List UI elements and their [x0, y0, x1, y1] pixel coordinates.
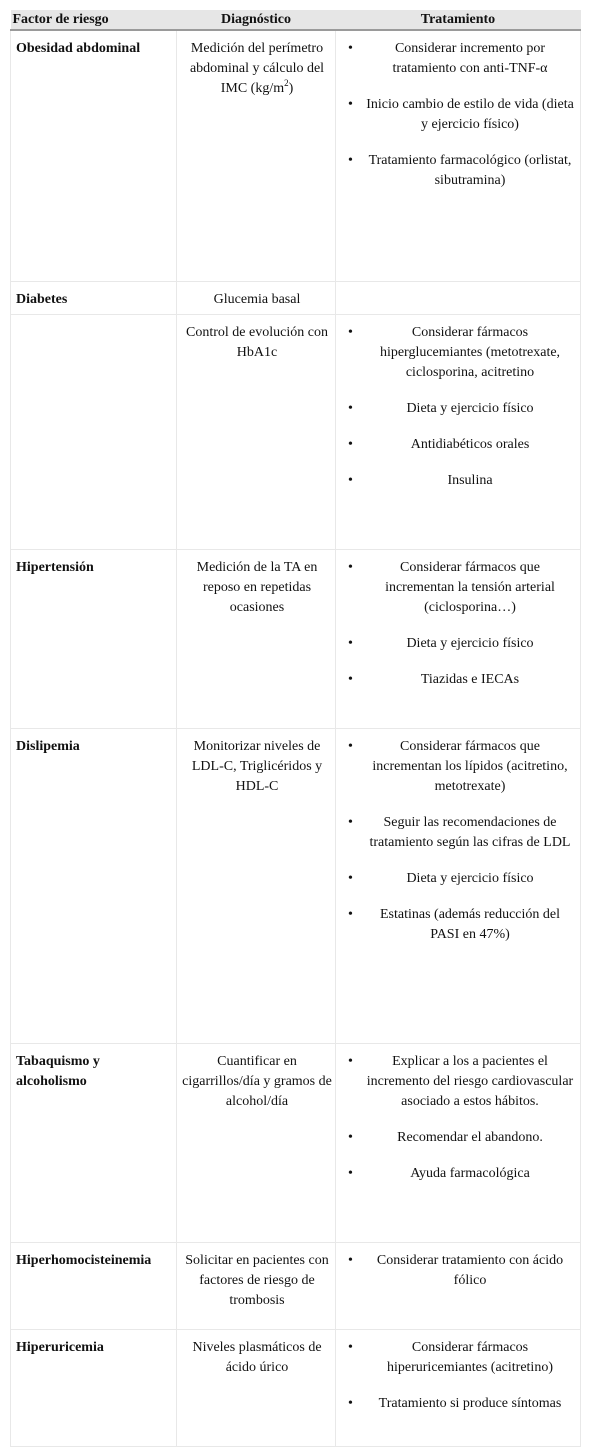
treatment-text: Recomendar el abandono.: [397, 1129, 543, 1145]
bullet-icon: •: [348, 97, 353, 112]
treatment-item: [344, 1128, 574, 1148]
treatment-text: Considerar fármacos que incrementan los lípidos (acitretino, metotrexate): [372, 738, 568, 794]
bullet-icon: •: [348, 1339, 353, 1355]
treatment-cell: [336, 281, 581, 314]
risk-factor-cell: Dislipemia: [11, 728, 177, 1043]
risk-factor-cell: Hiperhomocisteinemia: [11, 1242, 177, 1329]
header-tratamiento: Tratamiento: [336, 10, 581, 30]
bullet-icon: •: [348, 559, 353, 575]
table-row: [11, 314, 581, 549]
treatment-text: Tratamiento farmacológico (orlistat, sibutramina): [368, 153, 572, 188]
treatment-text: Seguir las recomendaciones de tratamiento según las cifras de LDL: [369, 814, 571, 850]
treatment-item: [344, 1338, 574, 1378]
risk-factor-cell: Hiperuricemia: [11, 1329, 177, 1446]
treatment-text: Inicio cambio de estilo de vida (dieta y ejercicio físico): [366, 97, 574, 132]
diagnosis-cell: Cuantificar en cigarrillos/día y gramos de alcohol/día: [177, 1043, 336, 1242]
header-factor: Factor de riesgo: [11, 10, 177, 30]
treatment-cell: [336, 728, 581, 1043]
diagnosis-cell: Glucemia basal: [177, 281, 336, 314]
table-row: [11, 1242, 581, 1329]
bullet-icon: •: [348, 153, 353, 168]
treatment-text: Tratamiento si produce síntomas: [378, 1395, 562, 1411]
treatment-item: [344, 869, 574, 889]
treatment-list: [344, 1338, 574, 1414]
treatment-item: [344, 1251, 574, 1291]
bullet-icon: •: [348, 906, 353, 922]
treatment-item: [344, 323, 574, 383]
bullet-icon: •: [348, 436, 353, 452]
treatment-item: [344, 813, 574, 853]
bullet-icon: •: [348, 400, 353, 416]
diagnosis-text: Medición del perímetro abdominal y cálculo del IMC (kg/m: [189, 41, 325, 96]
diagnosis-cell: Niveles plasmáticos de ácido úrico: [177, 1329, 336, 1446]
treatment-text: Ayuda farmacológica: [410, 1165, 530, 1181]
table-row: [11, 549, 581, 728]
table-row: [11, 1043, 581, 1242]
treatment-text: Considerar fármacos hiperuricemiantes (acitretino): [387, 1339, 553, 1375]
header-diagnostico: Diagnóstico: [177, 10, 336, 30]
risk-factor-cell: Diabetes: [11, 281, 177, 314]
table-row: [11, 1329, 581, 1446]
treatment-cell: [336, 549, 581, 728]
diagnosis-cell: Medición de la TA en reposo en repetidas ocasiones: [177, 549, 336, 728]
diagnosis-text-tail: ): [288, 81, 294, 96]
treatment-item: [344, 737, 574, 797]
bullet-icon: •: [348, 635, 353, 651]
bullet-icon: •: [348, 738, 353, 754]
treatment-item: [344, 39, 574, 79]
treatment-list: [344, 1251, 574, 1291]
diagnosis-superscript: 2: [284, 78, 289, 88]
bullet-icon: •: [348, 472, 353, 488]
treatment-text: Estatinas (además reducción del PASI en 47%): [380, 906, 560, 942]
treatment-text: Insulina: [447, 472, 493, 488]
treatment-text: Considerar fármacos hiperglucemiantes (metotrexate, ciclosporina, acitretino: [379, 324, 561, 380]
treatment-item: [344, 151, 574, 191]
bullet-icon: •: [348, 1395, 353, 1411]
treatment-cell: [336, 1329, 581, 1446]
treatment-text: Considerar incremento por tratamiento con anti-TNF-α: [392, 41, 548, 76]
treatment-cell: [336, 1043, 581, 1242]
diagnosis-cell: Monitorizar niveles de LDL-C, Triglicéridos y HDL-C: [177, 728, 336, 1043]
treatment-item: [344, 471, 574, 491]
risk-factor-cell: Hipertensión: [11, 549, 177, 728]
treatment-item: [344, 634, 574, 654]
risk-factor-table: [10, 10, 581, 1447]
bullet-icon: •: [348, 814, 353, 830]
bullet-icon: •: [348, 671, 353, 687]
bullet-icon: •: [348, 1165, 353, 1181]
treatment-cell: [336, 314, 581, 549]
treatment-text: Tiazidas e IECAs: [420, 671, 520, 687]
bullet-icon: •: [348, 870, 353, 886]
treatment-item: [344, 670, 574, 690]
treatment-text: Explicar a los a pacientes el incremento del riesgo cardiovascular asociado a estos hábitos.: [366, 1053, 574, 1109]
treatment-item: [344, 95, 574, 135]
bullet-icon: •: [348, 1252, 353, 1268]
risk-factor-cell: Obesidad abdominal: [11, 30, 177, 281]
diagnosis-cell: Control de evolución con HbA1c: [177, 314, 336, 549]
treatment-list: [344, 323, 574, 491]
treatment-list: [344, 737, 574, 945]
table-row: [11, 30, 581, 281]
bullet-icon: •: [348, 1129, 353, 1145]
table-row: [11, 281, 581, 314]
risk-factor-cell: [11, 314, 177, 549]
treatment-item: [344, 905, 574, 945]
treatment-text: Antidiabéticos orales: [410, 436, 530, 452]
treatment-list: [344, 1052, 574, 1184]
bullet-icon: •: [348, 1053, 353, 1069]
table-row: [11, 728, 581, 1043]
treatment-item: [344, 1394, 574, 1414]
treatment-item: [344, 1052, 574, 1112]
treatment-item: [344, 399, 574, 419]
treatment-item: [344, 1164, 574, 1184]
diagnosis-cell: [177, 30, 336, 281]
treatment-item: [344, 435, 574, 455]
treatment-cell: [336, 30, 581, 281]
treatment-text: Dieta y ejercicio físico: [406, 400, 534, 416]
treatment-list: [344, 39, 574, 191]
treatment-list: [344, 558, 574, 690]
bullet-icon: •: [348, 41, 353, 56]
table-header-row: [11, 10, 581, 30]
treatment-text: Dieta y ejercicio físico: [406, 635, 534, 651]
treatment-text: Considerar tratamiento con ácido fólico: [376, 1252, 564, 1288]
treatment-cell: [336, 1242, 581, 1329]
treatment-item: [344, 558, 574, 618]
bullet-icon: •: [348, 324, 353, 340]
risk-factor-cell: Tabaquismo y alcoholismo: [11, 1043, 177, 1242]
treatment-text: Dieta y ejercicio físico: [406, 870, 534, 886]
diagnosis-cell: Solicitar en pacientes con factores de riesgo de trombosis: [177, 1242, 336, 1329]
treatment-text: Considerar fármacos que incrementan la tensión arterial (ciclosporina…): [385, 559, 555, 615]
